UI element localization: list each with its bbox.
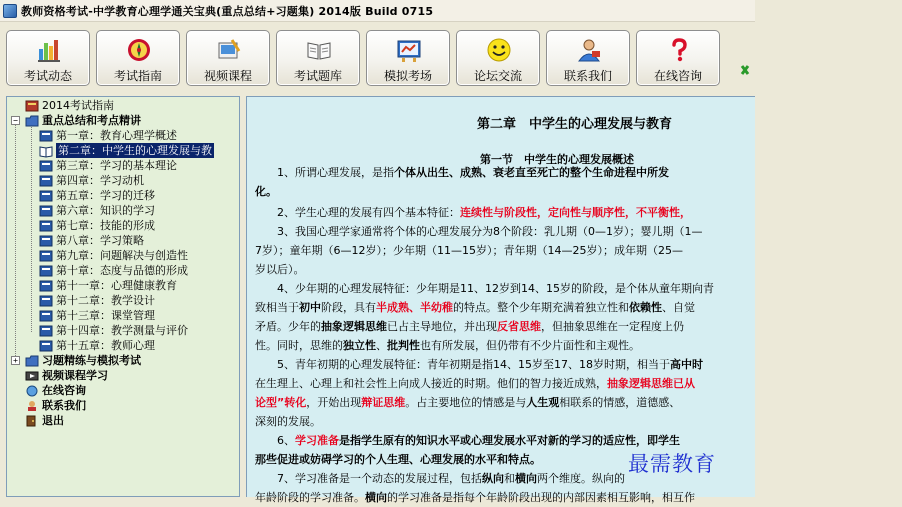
paragraph-7-cont: 年龄阶段的学习准备。横向的学习准备是指每个年龄阶段出现的内部因素相互影响，相互作 <box>255 491 695 504</box>
paragraph-5-cont: 深刻的发展。 <box>255 415 321 428</box>
chapter-title: 第二章 中学生的心理发展与教育 <box>476 117 672 132</box>
watermark: 最需教育 <box>628 452 716 476</box>
tree-item-chapter-11[interactable]: 第十一章：心理健康教育 <box>39 278 177 293</box>
paragraph-5-cont: 论型”转化，开始出现辩证思维。占主要地位的情感是与人生观相联系的情感，道德感、 <box>255 396 681 409</box>
contact-us-button[interactable] <box>546 30 630 86</box>
paragraph-1-cont: 化。 <box>255 185 277 198</box>
paragraph-4-cont: 性。同时，思维的独立性、批判性也有所发展，但仍带有不少片面性和主观性。 <box>255 339 640 352</box>
book-icon <box>39 130 53 142</box>
tree-item-chapter-2[interactable]: 第二章：中学生的心理发展与教 <box>39 143 214 158</box>
video-course-label: 视频课程 <box>203 69 252 83</box>
exam-guide-button[interactable] <box>96 30 180 86</box>
exam-news-label: 考试动态 <box>23 69 72 83</box>
person-icon <box>25 400 39 412</box>
paragraph-2: 2、学生心理的发展有四个基本特征：连续性与阶段性，定向性与顺序性，不平衡性， <box>277 206 691 219</box>
tree-connector <box>15 117 16 362</box>
open-book-icon <box>306 37 332 63</box>
paragraph-4-cont: 致相当于初中阶段，具有半成熟、半幼稚的特点。整个少年期充满着独立性和依赖性、自觉 <box>255 301 695 314</box>
tree-item-chapter-3[interactable]: 第三章：学习的基本理论 <box>39 158 177 173</box>
book-icon <box>39 310 53 322</box>
tree-item-chapter-8[interactable]: 第八章：学习策略 <box>39 233 144 248</box>
question-mark-icon <box>666 37 692 63</box>
exam-guide-label: 考试指南 <box>113 69 162 83</box>
video-course-button[interactable] <box>186 30 270 86</box>
paragraph-6-cont: 那些促进或妨碍学习的个人生理、心理发展的水平和特点。 <box>255 453 541 466</box>
tree-expander-plus[interactable]: + <box>11 356 20 365</box>
tree-item-chapter-13[interactable]: 第十三章：课堂管理 <box>39 308 155 323</box>
content-pane <box>246 96 755 504</box>
book-icon <box>39 205 53 217</box>
book-icon <box>39 235 53 247</box>
book-icon <box>39 265 53 277</box>
tree-item-chapter-9[interactable]: 第九章：问题解决与创造性 <box>39 248 188 263</box>
chat-icon <box>25 385 39 397</box>
paragraph-7: 7、学习准备是一个动态的发展过程，包括纵向和横向两个维度。纵向的 <box>277 472 625 485</box>
tree-item-chapter-5[interactable]: 第五章：学习的迁移 <box>39 188 155 203</box>
book-icon <box>39 220 53 232</box>
forum-button[interactable] <box>456 30 540 86</box>
section-title: 第一节 中学生的心理发展概述 <box>480 153 634 166</box>
paragraph-4: 4、少年期的心理发展特征：少年期是11、12岁到14、15岁的阶段，是个体从童年期向青 <box>277 282 714 295</box>
tree-item-chapter-4[interactable]: 第四章：学习动机 <box>39 173 144 188</box>
title-bar[interactable] <box>0 0 755 22</box>
book-icon <box>25 100 39 112</box>
contact-us-label: 联系我们 <box>563 69 612 83</box>
book-icon <box>39 340 53 352</box>
compass-badge-icon <box>126 37 152 63</box>
question-bank-button[interactable] <box>276 30 360 86</box>
open-book-icon <box>39 145 53 157</box>
window-title: 教师资格考试-中学教育心理学通关宝典(重点总结+习题集) 2014版 Build 0715 <box>21 4 434 18</box>
folder-icon <box>25 115 39 127</box>
tree-item-exam-guide[interactable]: 2014考试指南 <box>25 98 114 113</box>
paragraph-3-cont: 7岁）；童年期（6—12岁）；少年期（11—15岁）；青年期（14—25岁）；成年期（25— <box>255 244 683 257</box>
contact-person-icon <box>576 37 602 63</box>
tree-item-key-points[interactable]: 重点总结和考点精讲 <box>25 113 141 128</box>
video-icon <box>25 370 39 382</box>
tree-item-chapter-12[interactable]: 第十二章：教学设计 <box>39 293 155 308</box>
video-pencil-icon <box>216 37 242 63</box>
tree-expander-minus[interactable]: − <box>11 116 20 125</box>
app-icon <box>3 4 17 18</box>
tree-item-chapter-15[interactable]: 第十五章：教师心理 <box>39 338 155 353</box>
book-icon <box>39 160 53 172</box>
book-icon <box>39 295 53 307</box>
tree-item-chapter-14[interactable]: 第十四章：教学测量与评价 <box>39 323 188 338</box>
smiley-icon <box>486 37 512 63</box>
navigation-tree <box>6 96 240 497</box>
tree-item-chapter-10[interactable]: 第十章：态度与品德的形成 <box>39 263 188 278</box>
mock-exam-button[interactable] <box>366 30 450 86</box>
tree-item-chapter-1[interactable]: 第一章：教育心理学概述 <box>39 128 177 143</box>
tree-item-online-consult[interactable]: 在线咨询 <box>25 383 86 398</box>
paragraph-4-cont: 矛盾。少年的抽象逻辑思维已占主导地位，并出现反省思维，但抽象思维在一定程度上仍 <box>255 320 684 333</box>
exam-board-icon <box>396 37 422 63</box>
mock-exam-label: 模拟考场 <box>383 69 432 83</box>
paragraph-3: 3、我国心理学家通常将个体的心理发展分为8个阶段：乳儿期（0—1岁）；婴儿期（1— <box>277 225 703 238</box>
tree-item-exit[interactable]: 退出 <box>25 413 64 428</box>
paragraph-5: 5、青年初期的心理发展特征：青年初期是指14、15岁至17、18岁时期，相当于高中时 <box>277 358 703 371</box>
tree-item-video-study[interactable]: 视频课程学习 <box>25 368 108 383</box>
book-icon <box>39 250 53 262</box>
question-bank-label: 考试题库 <box>293 69 342 83</box>
book-icon <box>39 325 53 337</box>
tree-item-exercises[interactable]: 习题精练与模拟考试 <box>25 353 141 368</box>
exit-door-icon <box>25 415 39 427</box>
tree-item-chapter-6[interactable]: 第六章：知识的学习 <box>39 203 155 218</box>
tree-item-chapter-7[interactable]: 第七章：技能的形成 <box>39 218 155 233</box>
exit-icon[interactable] <box>740 42 755 82</box>
online-consult-label: 在线咨询 <box>653 69 702 83</box>
paragraph-5-cont: 在生理上、心理上和社会性上向成人接近的时期。他们的智力接近成熟，抽象逻辑思维已从 <box>255 377 695 390</box>
tree-connector <box>31 127 32 332</box>
paragraph-1: 1、所谓心理发展，是指个体从出生、成熟、衰老直至死亡的整个生命进程中所发 <box>277 166 669 179</box>
book-icon <box>39 190 53 202</box>
book-icon <box>39 280 53 292</box>
books-chart-icon <box>36 37 62 63</box>
online-consult-button[interactable] <box>636 30 720 86</box>
toolbar <box>0 22 755 92</box>
book-icon <box>39 175 53 187</box>
paragraph-6: 6、学习准备是指学生原有的知识水平或心理发展水平对新的学习的适应性，即学生 <box>277 434 680 447</box>
exam-news-button[interactable] <box>6 30 90 86</box>
forum-label: 论坛交流 <box>473 69 522 83</box>
paragraph-3-cont: 岁以后）。 <box>255 263 305 276</box>
folder-icon <box>25 355 39 367</box>
tree-item-contact-us[interactable]: 联系我们 <box>25 398 86 413</box>
